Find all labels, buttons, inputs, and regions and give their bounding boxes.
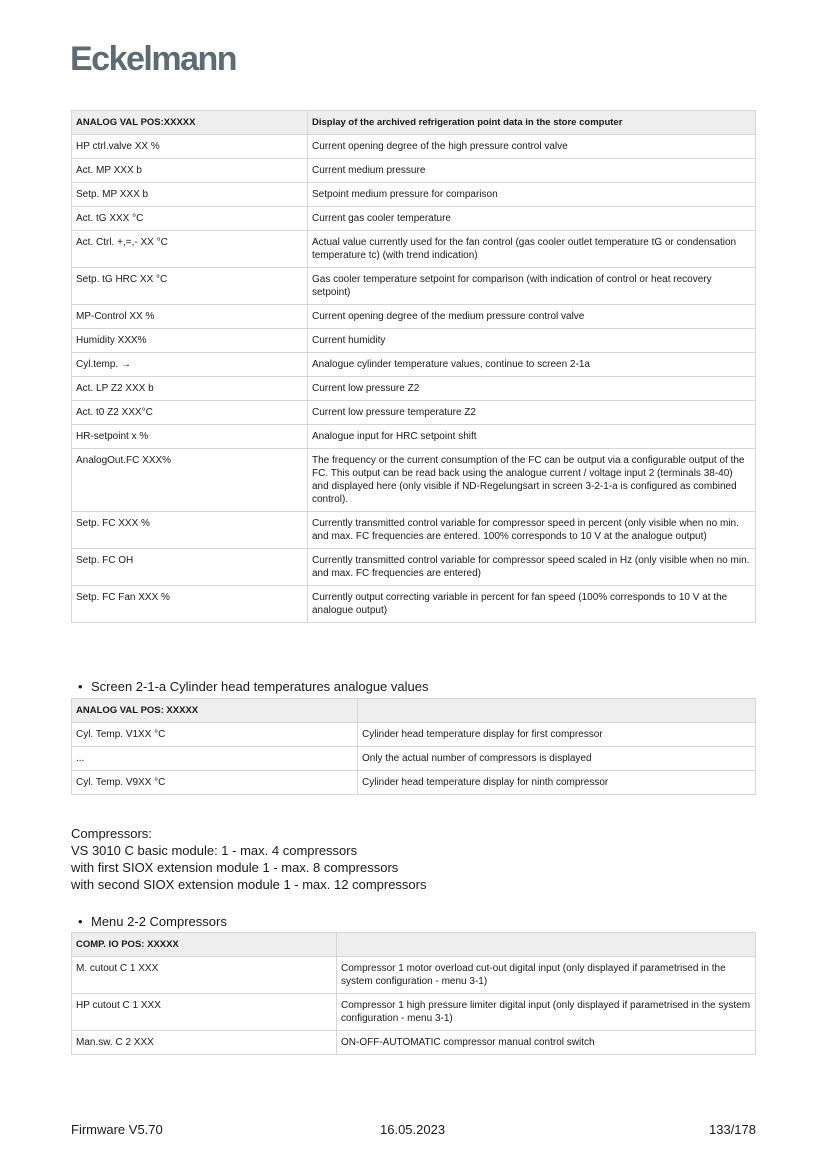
description-cell: Currently transmitted control variable for compressor speed scaled in Hz (only visible when no min. and max. FC frequencies are entered) bbox=[308, 549, 756, 586]
footer-page-number: 133/178 bbox=[709, 1122, 756, 1137]
description-cell: Current opening degree of the high pressure control valve bbox=[308, 135, 756, 159]
description-cell: Gas cooler temperature setpoint for comparison (with indication of control or heat recovery setpoint) bbox=[308, 268, 756, 305]
cylinder-head-temperatures-table bbox=[71, 698, 756, 795]
table-row bbox=[72, 135, 756, 159]
table-header-cell: Display of the archived refrigeration point data in the store computer bbox=[308, 111, 756, 135]
footer-date: 16.05.2023 bbox=[380, 1122, 446, 1137]
description-cell: Cylinder head temperature display for first compressor bbox=[358, 723, 756, 747]
parameter-cell: Setp. tG HRC XX °C bbox=[72, 268, 308, 305]
eckelmann-logo: Eckelmann bbox=[70, 40, 237, 78]
description-cell: Compressor 1 high pressure limiter digital input (only displayed if parametrised in the system configuration - menu 3-1) bbox=[337, 994, 756, 1031]
parameter-cell: Cyl. Temp. V9XX °C bbox=[72, 771, 358, 795]
parameter-cell: Setp. FC OH bbox=[72, 549, 308, 586]
compressors-line: Compressors: bbox=[71, 826, 152, 841]
table-header-cell bbox=[337, 933, 756, 957]
description-cell: Actual value currently used for the fan control (gas cooler outlet temperature tG or condensation temperature tc) (with trend indication) bbox=[308, 231, 756, 268]
parameter-cell: Setp. FC XXX % bbox=[72, 512, 308, 549]
parameter-cell: HP ctrl.valve XX % bbox=[72, 135, 308, 159]
table-row bbox=[72, 425, 756, 449]
table-row bbox=[72, 329, 756, 353]
parameter-cell: HR-setpoint x % bbox=[72, 425, 308, 449]
description-cell: Currently output correcting variable in percent for fan speed (100% corresponds to 10 V at the analogue output) bbox=[308, 586, 756, 623]
compressors-io-table bbox=[71, 932, 756, 1055]
parameter-cell: Cyl.temp. → bbox=[72, 353, 308, 377]
table-row bbox=[72, 305, 756, 329]
table-header-cell: COMP. IO POS: XXXXX bbox=[72, 933, 337, 957]
compressors-line: with second SIOX extension module 1 - max. 12 compressors bbox=[71, 877, 427, 892]
description-cell: Current humidity bbox=[308, 329, 756, 353]
description-cell: Current gas cooler temperature bbox=[308, 207, 756, 231]
parameter-cell: Act. LP Z2 XXX b bbox=[72, 377, 308, 401]
parameter-cell: Setp. MP XXX b bbox=[72, 183, 308, 207]
parameter-cell: M. cutout C 1 XXX bbox=[72, 957, 337, 994]
section-heading-text: Screen 2-1-a Cylinder head temperatures analogue values bbox=[91, 679, 429, 694]
description-cell: Cylinder head temperature display for ninth compressor bbox=[358, 771, 756, 795]
table-row bbox=[72, 586, 756, 623]
parameter-cell: Humidity XXX% bbox=[72, 329, 308, 353]
description-cell: The frequency or the current consumption of the FC can be output via a configurable output of the FC. This output can be read back using the analogue current / voltage input 2 (terminals 38-40) and displayed here (only visible if ND-Regelungsart in screen 3-2-1-a is configured as combined control). bbox=[308, 449, 756, 512]
table-row bbox=[72, 723, 756, 747]
description-cell: Current low pressure temperature Z2 bbox=[308, 401, 756, 425]
table-row bbox=[72, 1031, 756, 1055]
table-row bbox=[72, 549, 756, 586]
table-row bbox=[72, 771, 756, 795]
description-cell: ON-OFF-AUTOMATIC compressor manual control switch bbox=[337, 1031, 756, 1055]
table-header-cell: ANALOG VAL POS: XXXXX bbox=[72, 699, 358, 723]
footer-firmware: Firmware V5.70 bbox=[71, 1122, 163, 1137]
table-header-cell: ANALOG VAL POS:XXXXX bbox=[72, 111, 308, 135]
table-row bbox=[72, 512, 756, 549]
table-row bbox=[72, 957, 756, 994]
table-row bbox=[72, 449, 756, 512]
description-cell: Current medium pressure bbox=[308, 159, 756, 183]
parameter-cell: ... bbox=[72, 747, 358, 771]
parameter-cell: Act. t0 Z2 XXX°C bbox=[72, 401, 308, 425]
bullet-icon: • bbox=[78, 914, 83, 929]
parameter-cell: HP cutout C 1 XXX bbox=[72, 994, 337, 1031]
table-row bbox=[72, 377, 756, 401]
parameter-cell: Act. MP XXX b bbox=[72, 159, 308, 183]
parameter-cell: Act. tG XXX °C bbox=[72, 207, 308, 231]
table-header-cell bbox=[358, 699, 756, 723]
section-heading-screen-2-1-a bbox=[78, 679, 428, 694]
description-cell: Setpoint medium pressure for comparison bbox=[308, 183, 756, 207]
bullet-icon: • bbox=[78, 679, 83, 694]
compressors-line: with first SIOX extension module 1 - max. 8 compressors bbox=[71, 860, 399, 875]
section-heading-menu-2-2 bbox=[78, 914, 227, 929]
table-row bbox=[72, 747, 756, 771]
table-row bbox=[72, 353, 756, 377]
description-cell: Analogue input for HRC setpoint shift bbox=[308, 425, 756, 449]
table-row bbox=[72, 401, 756, 425]
description-cell: Analogue cylinder temperature values, continue to screen 2-1a bbox=[308, 353, 756, 377]
parameter-cell: Setp. FC Fan XXX % bbox=[72, 586, 308, 623]
parameter-cell: Act. Ctrl. +,=,- XX °C bbox=[72, 231, 308, 268]
parameter-cell: Man.sw. C 2 XXX bbox=[72, 1031, 337, 1055]
description-cell: Current opening degree of the medium pressure control valve bbox=[308, 305, 756, 329]
description-cell: Current low pressure Z2 bbox=[308, 377, 756, 401]
table-row bbox=[72, 183, 756, 207]
description-cell: Currently transmitted control variable for compressor speed in percent (only visible when no min. and max. FC frequencies are entered. 100% corresponds to 10 V at the analogue output) bbox=[308, 512, 756, 549]
description-cell: Compressor 1 motor overload cut-out digital input (only displayed if parametrised in the system configuration - menu 3-1) bbox=[337, 957, 756, 994]
compressors-line: VS 3010 C basic module: 1 - max. 4 compressors bbox=[71, 843, 358, 858]
table-row bbox=[72, 231, 756, 268]
parameter-cell: MP-Control XX % bbox=[72, 305, 308, 329]
table-row bbox=[72, 268, 756, 305]
table-row bbox=[72, 159, 756, 183]
description-cell: Only the actual number of compressors is displayed bbox=[358, 747, 756, 771]
table-row bbox=[72, 207, 756, 231]
section-heading-text: Menu 2-2 Compressors bbox=[91, 914, 227, 929]
parameter-cell: AnalogOut.FC XXX% bbox=[72, 449, 308, 512]
compressors-info bbox=[71, 825, 427, 893]
table-row bbox=[72, 994, 756, 1031]
parameter-cell: Cyl. Temp. V1XX °C bbox=[72, 723, 358, 747]
analog-values-table bbox=[71, 110, 756, 623]
